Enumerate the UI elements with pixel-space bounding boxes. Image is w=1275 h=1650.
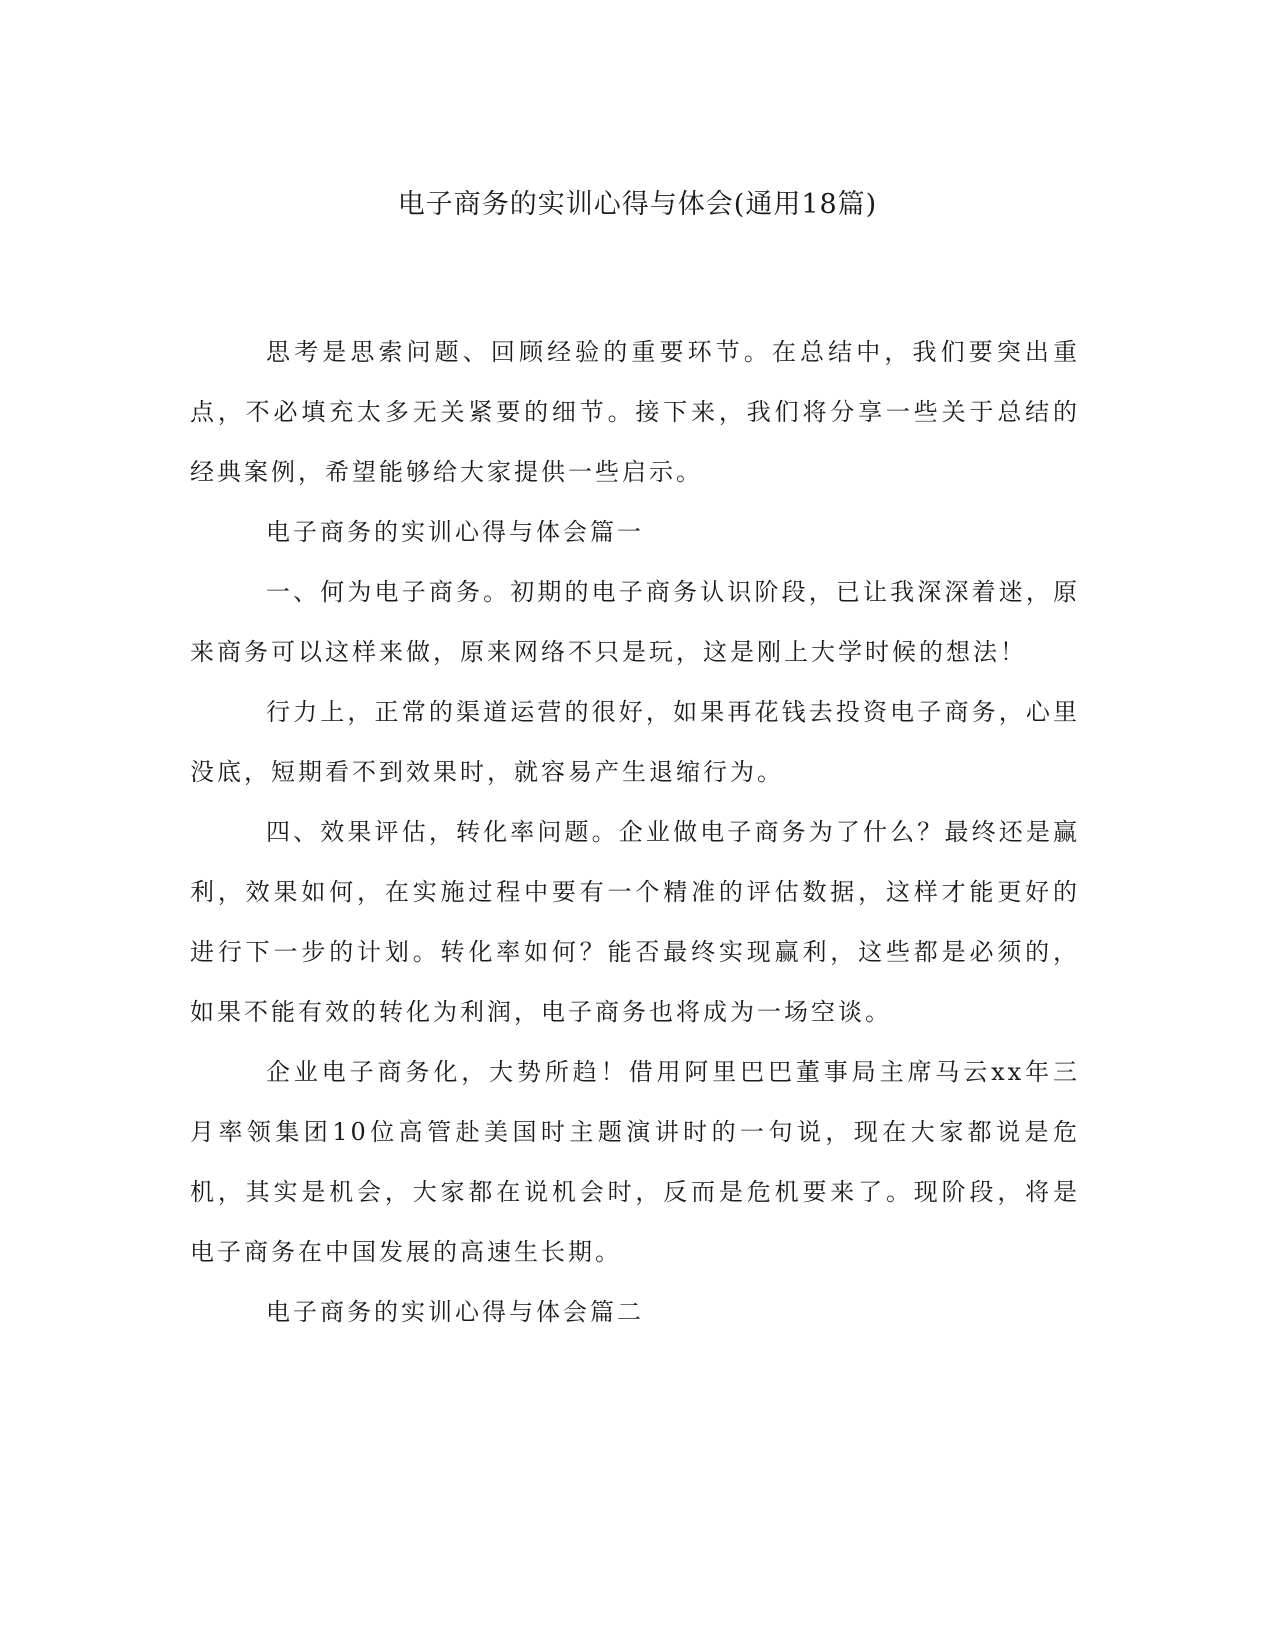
- document-body: [190, 322, 1080, 1342]
- paragraph-trend: 企业电子商务化，大势所趋！借用阿里巴巴董事局主席马云xx年三月率领集团10位高管赴美国时主题演讲时的一句说，现在大家都说是危机，其实是机会，大家都在说机会时，反而是危机要来了。现阶段，将是电子商务在中国发展的高速生长期。: [190, 1058, 1080, 1266]
- paragraph-effect-evaluation: 四、效果评估，转化率问题。企业做电子商务为了什么？最终还是赢利，效果如何，在实施过程中要有一个精准的评估数据，这样才能更好的进行下一步的计划。转化率如何？能否最终实现赢利，这些都是必须的，如果不能有效的转化为利润，电子商务也将成为一场空谈。: [190, 818, 1080, 1026]
- paragraph-what-is-ecommerce: 一、何为电子商务。初期的电子商务认识阶段，已让我深深着迷，原来商务可以这样来做，原来网络不只是玩，这是刚上大学时候的想法！: [190, 578, 1080, 666]
- section-heading-part-2: 电子商务的实训心得与体会篇二: [266, 1298, 644, 1326]
- paragraph-intro: 思考是思索问题、回顾经验的重要环节。在总结中，我们要突出重点，不必填充太多无关紧要的细节。接下来，我们将分享一些关于总结的经典案例，希望能够给大家提供一些启示。: [190, 338, 1080, 486]
- section-heading-part-1: 电子商务的实训心得与体会篇一: [266, 518, 644, 546]
- paragraph-execution: 行力上，正常的渠道运营的很好，如果再花钱去投资电子商务，心里没底，短期看不到效果时，就容易产生退缩行为。: [190, 698, 1080, 786]
- document-title: 电子商务的实训心得与体会(通用18篇): [397, 189, 878, 220]
